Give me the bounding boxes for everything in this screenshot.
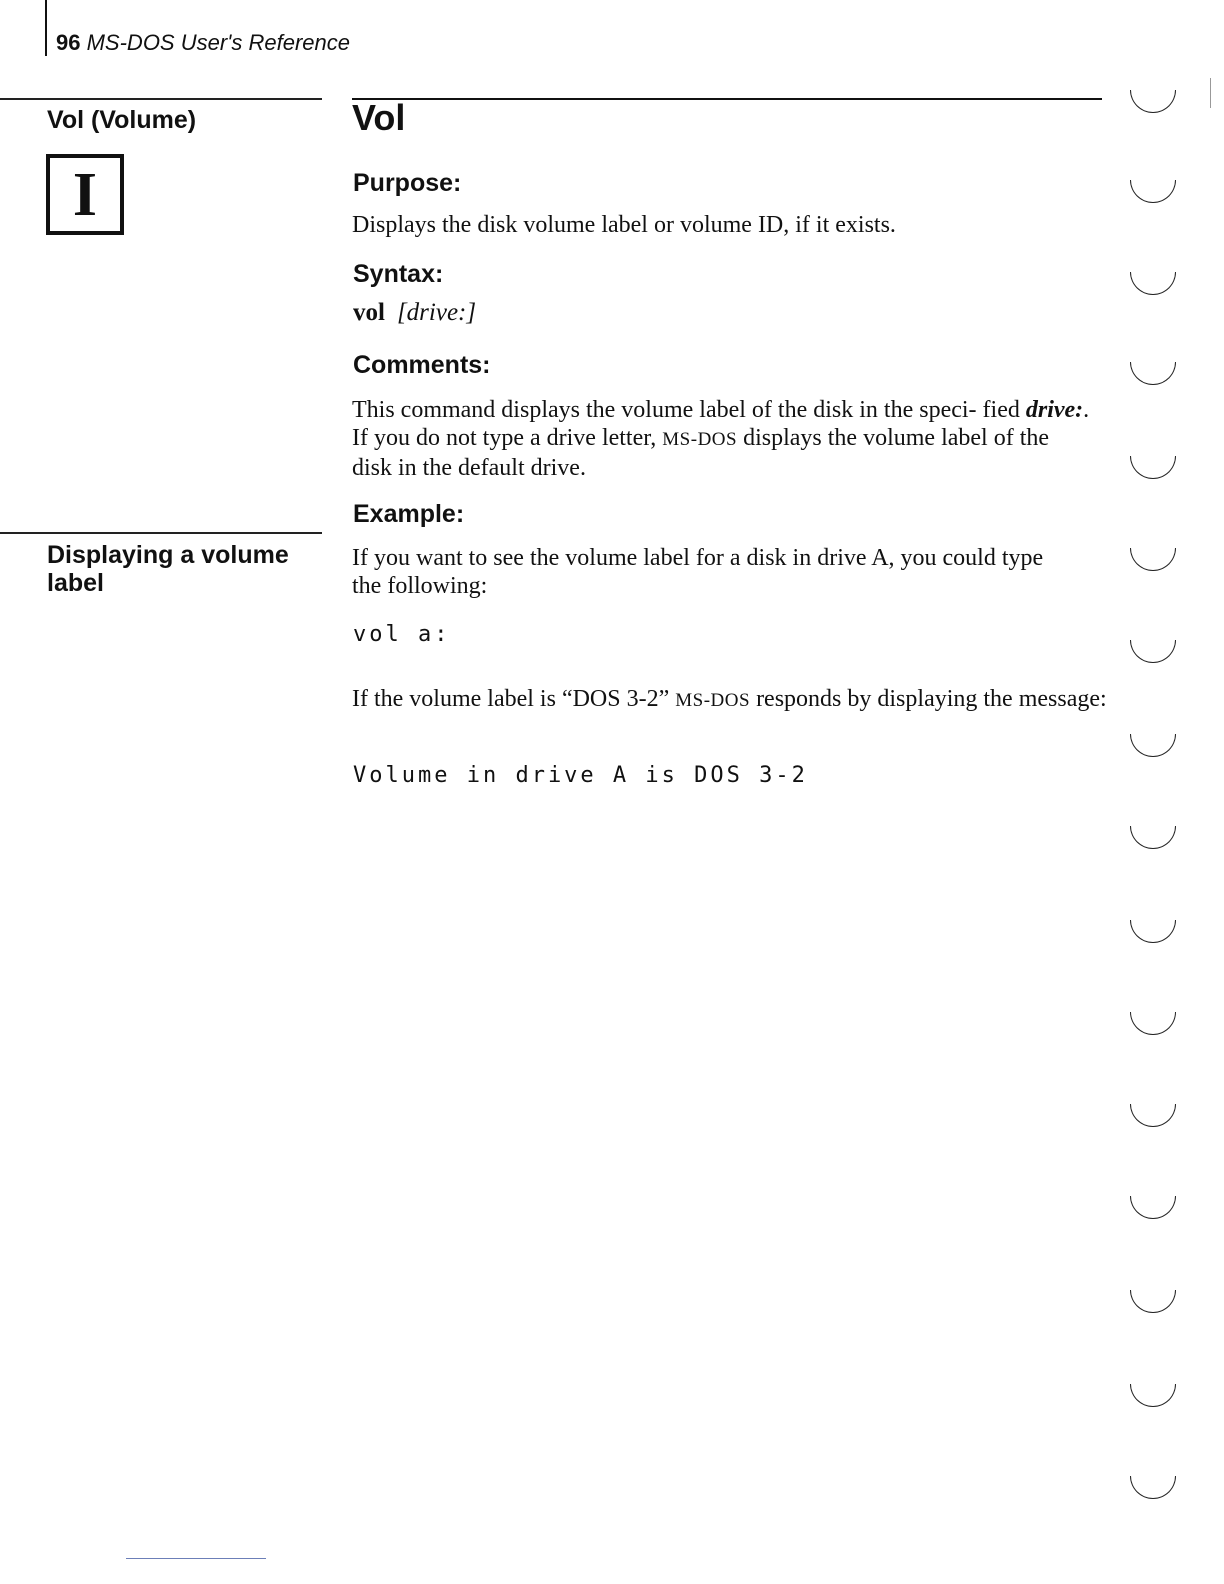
ring-icon [1130,1290,1176,1313]
ring-icon [1130,456,1176,479]
bottom-mark [126,1558,266,1559]
purpose-text: Displays the disk volume label or volume ID, if it exists. [352,212,896,238]
example-output: Volume in drive A is DOS 3-2 [353,763,808,788]
main-title-rule [352,98,1102,100]
header-margin-bar [45,0,47,56]
ring-icon [1130,1384,1176,1407]
syntax-heading: Syntax: [353,260,444,288]
ring-icon [1130,1104,1176,1127]
ring-icon [1130,1012,1176,1035]
comments-param: drive: [1025,397,1084,423]
page-number: 96 [56,30,81,55]
comments-text [352,396,1092,482]
msdos-smallcaps: MS-DOS [675,690,751,711]
example-heading: Example: [353,500,465,528]
example-response-part: If the volume label is “DOS 3-2” [352,686,676,712]
comments-heading: Comments: [353,351,491,379]
example-response-part: responds by displaying the message: [750,686,1107,712]
sidebar-rule-task [0,532,322,534]
ring-icon [1130,1196,1176,1219]
ring-icon [1130,90,1176,113]
syntax-line [353,298,476,328]
ring-icon [1130,362,1176,385]
ring-icon [1130,920,1176,943]
sidebar-command-heading: Vol (Volume) [47,106,197,134]
msdos-smallcaps: MS-DOS [662,429,738,450]
ring-icon [1130,826,1176,849]
ring-icon [1130,180,1176,203]
page-edge-mark [1210,78,1211,108]
purpose-heading: Purpose: [353,169,462,197]
comments-text-part: . If you do not type a drive letter, [352,397,1090,451]
running-header [56,30,350,56]
internal-command-icon [46,154,124,235]
sidebar-task-heading: Displaying a volume label [47,541,289,597]
page-title: Vol [352,97,406,138]
ring-icon [1130,640,1176,663]
internal-command-icon-letter: I [72,160,98,229]
ring-icon [1130,734,1176,757]
comments-text-part: This command displays the volume label of the disk in the speci- fied [352,397,1026,423]
example-intro: If you want to see the volume label for a disk in drive A, you could type the following: [352,545,1044,599]
book-title: MS-DOS User's Reference [86,30,350,55]
comments-text-part: displays the volume label of the disk in the default drive. [352,425,1050,481]
syntax-command: vol [353,299,385,326]
sidebar-rule-top [0,98,322,100]
syntax-parameter: [drive:] [396,299,477,326]
example-command: vol a: [353,622,451,647]
ring-icon [1130,1476,1176,1499]
example-response [352,685,1112,715]
ring-icon [1130,272,1176,295]
ring-icon [1130,548,1176,571]
